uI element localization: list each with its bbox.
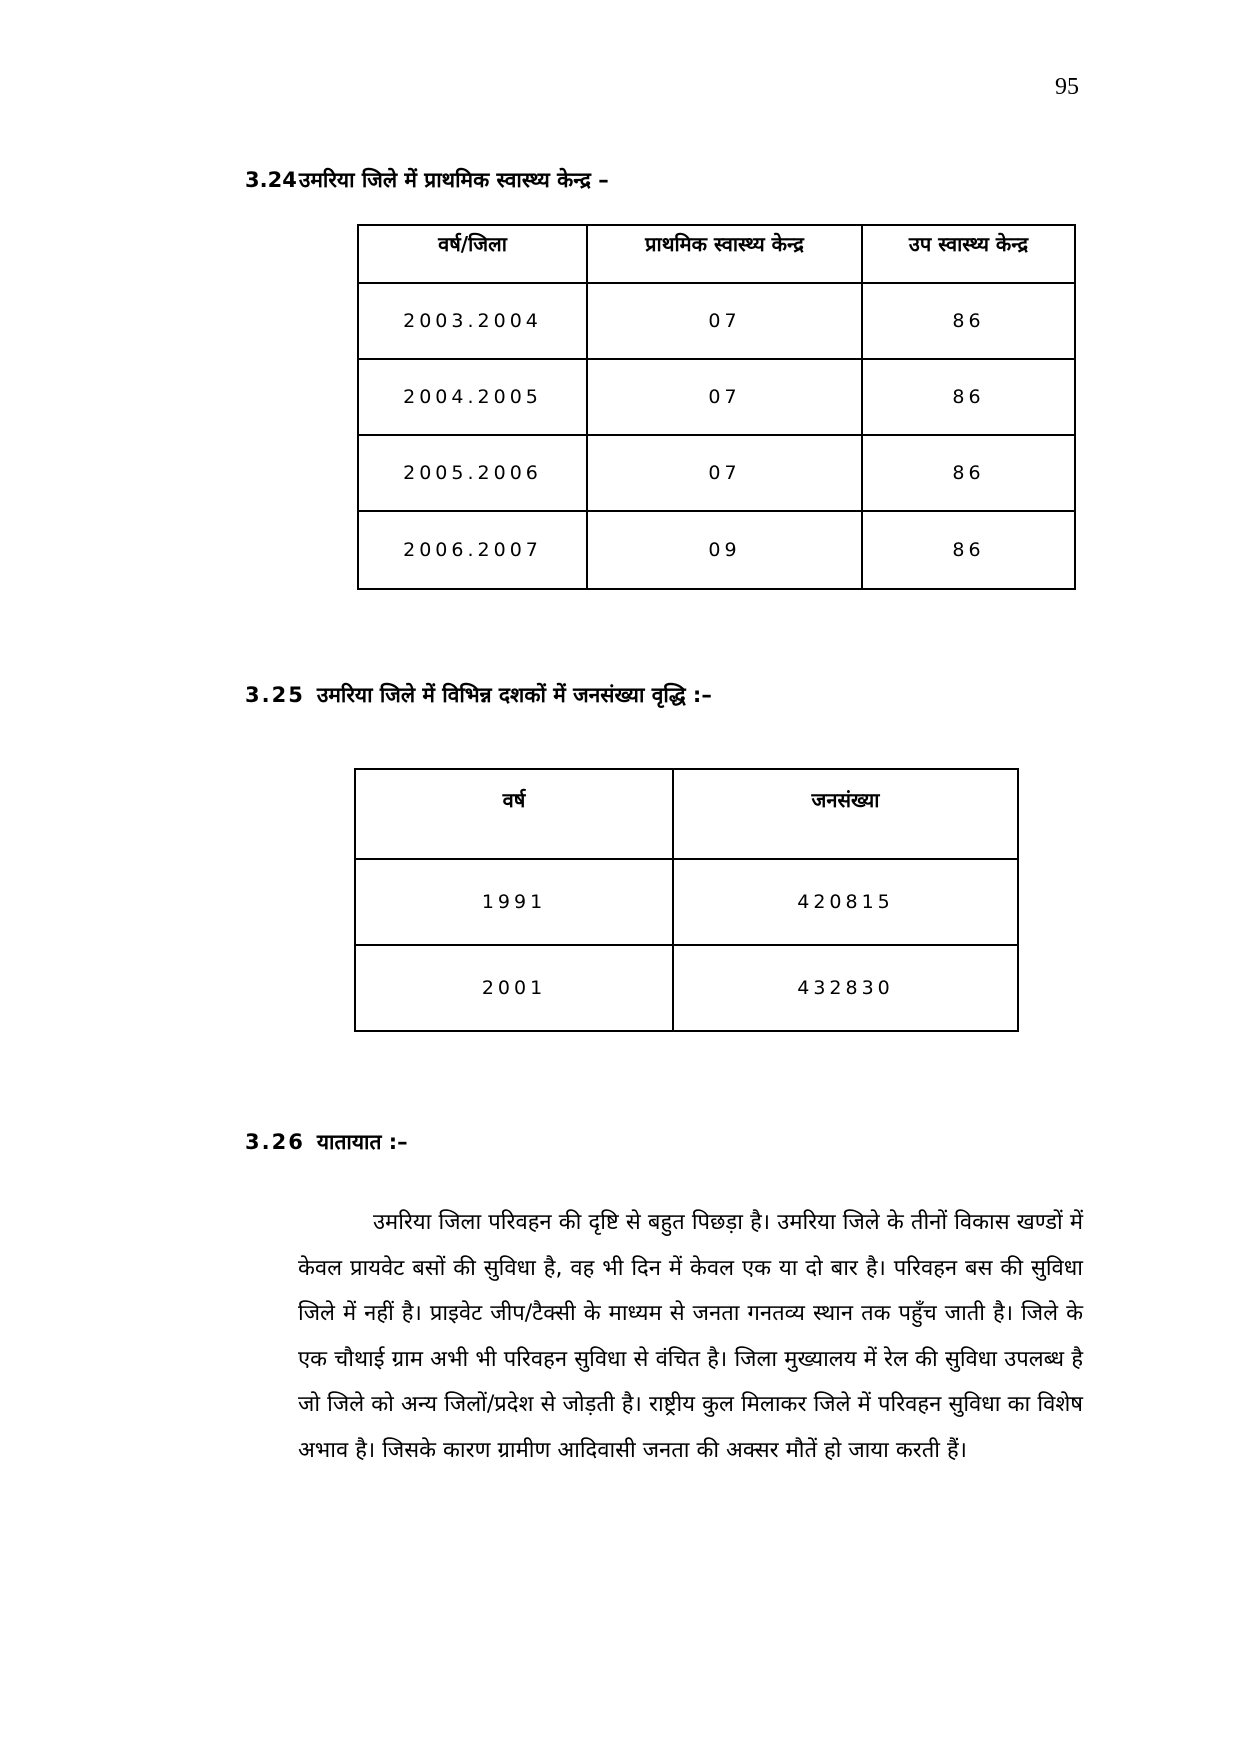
section-3-26-heading (245, 1128, 408, 1156)
table-cell: 86 (862, 283, 1075, 359)
page-number: 95 (1055, 74, 1079, 100)
table-row (355, 859, 1018, 945)
table-cell: 86 (862, 359, 1075, 435)
population-growth-table (354, 768, 1019, 1032)
table-cell: 432830 (673, 945, 1018, 1031)
table-cell: 2001 (355, 945, 673, 1031)
column-header: उप स्वास्थ्य केन्द्र (862, 225, 1075, 283)
table-cell: 07 (587, 435, 862, 511)
column-header: वर्ष/जिला (358, 225, 587, 283)
table-header-row (358, 225, 1075, 283)
table-row (358, 435, 1075, 511)
section-3-24-heading (245, 166, 609, 194)
section-title: उमरिया जिले में प्राथमिक स्वास्थ्य केन्द्र – (298, 168, 609, 192)
section-title: उमरिया जिले में विभिन्न दशकों में जनसंख्या वृद्धि :– (316, 683, 712, 707)
column-header: वर्ष (355, 769, 673, 859)
transport-paragraph: उमरिया जिला परिवहन की दृष्टि से बहुत पिछड़ा है। उमरिया जिले के तीनों विकास खण्डों में केवल प्रायवेट बसों की सुविधा है, वह भी दिन में केवल एक या दो बार है। परिवहन बस की सुविधा जिले में नहीं है। प्राइवेट जीप/टैक्सी के माध्यम से जनता गनतव्य स्थान तक पहुँच जाती है। जिले के एक चौथाई ग्राम अभी भी परिवहन सुविधा से वंचित है। जिला मुख्यालय में रेल की सुविधा उपलब्ध है जो जिले को अन्य जिलों/प्रदेश से जोड़ती है। राष्ट्रीय कुल मिलाकर जिले में परिवहन सुविधा का विशेष अभाव है। जिसके कारण ग्रामीण आदिवासी जनता की अक्सर मौतें हो जाया करती हैं। (298, 1210, 1083, 1463)
section-number: 3.25 (245, 683, 305, 707)
table-cell: 07 (587, 283, 862, 359)
section-number: 3.24 (245, 168, 297, 192)
table-row (358, 511, 1075, 589)
table-cell: 2006.2007 (358, 511, 587, 589)
section-number: 3.26 (245, 1130, 305, 1154)
section-3-25-heading (245, 681, 712, 709)
table-cell: 86 (862, 435, 1075, 511)
table-row (358, 359, 1075, 435)
primary-health-centres-table (357, 224, 1076, 590)
table-row (358, 283, 1075, 359)
column-header: प्राथमिक स्वास्थ्य केन्द्र (587, 225, 862, 283)
table-cell: 1991 (355, 859, 673, 945)
table-cell: 420815 (673, 859, 1018, 945)
table-cell: 2005.2006 (358, 435, 587, 511)
table-cell: 07 (587, 359, 862, 435)
column-header: जनसंख्या (673, 769, 1018, 859)
table-cell: 86 (862, 511, 1075, 589)
table-row (355, 945, 1018, 1031)
table-header-row (355, 769, 1018, 859)
table-cell: 2003.2004 (358, 283, 587, 359)
table-cell: 09 (587, 511, 862, 589)
table-cell: 2004.2005 (358, 359, 587, 435)
section-title: यातायात :– (316, 1130, 408, 1154)
